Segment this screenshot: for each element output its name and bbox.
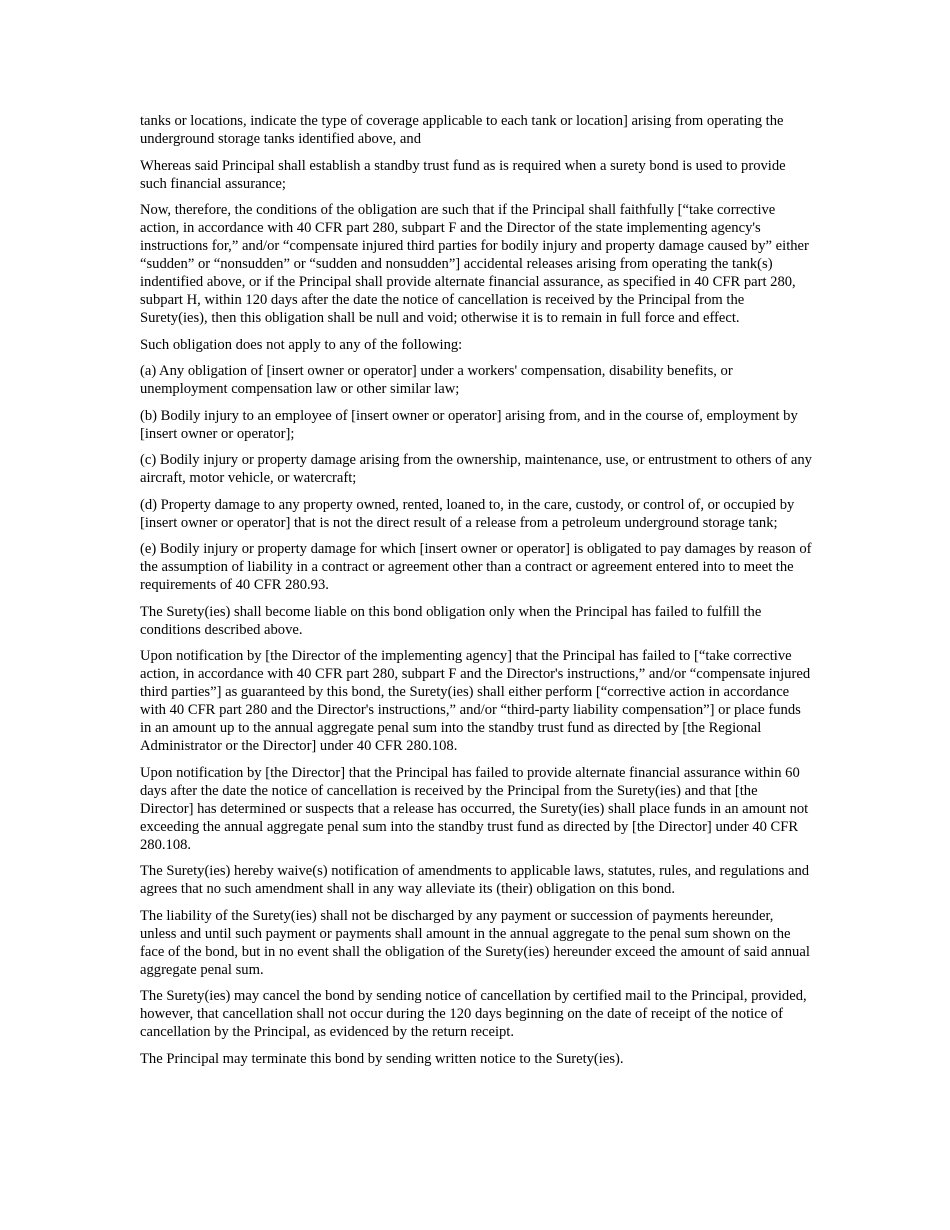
paragraph-notification-director: Upon notification by [the Director] that the Principal has failed to provide alternate financial assurance within 60 days after the date the notice of cancellation is received by the Principal from the Surety(ies) and that [the Director] has determined or suspects that a release has occurred, the Surety(ies) shall place funds in an amount not exceeding the annual aggregate penal sum into the standby trust fund as directed by [the Director] under 40 CFR 280.108.: [140, 764, 809, 853]
paragraph-termination: The Principal may terminate this bond by sending written notice to the Surety(ies).: [140, 1050, 624, 1067]
paragraph-exclusion-a: (a) Any obligation of [insert owner or operator] under a workers' compensation, disability benefits, or unemployment compensation law or other similar law;: [140, 363, 733, 397]
paragraph-exclusion-c: (c) Bodily injury or property damage arising from the ownership, maintenance, use, or entrustment to others of any aircraft, motor vehicle, or watercraft;: [140, 452, 812, 486]
paragraph-standby-trust: Whereas said Principal shall establish a standby trust fund as is required when a surety bond is used to provide such financial assurance;: [140, 157, 786, 192]
paragraph-exclusion-d: (d) Property damage to any property owned, rented, loaned to, in the care, custody, or control of, or occupied by [insert owner or operator] that is not the direct result of a release from a petroleum underground storage tank;: [140, 496, 795, 531]
paragraph-waiver: The Surety(ies) hereby waive(s) notification of amendments to applicable laws, statutes, rules, and regulations and agrees that no such amendment shall in any way alleviate its (their) obligation on this bond.: [140, 863, 810, 897]
paragraph-liability: The liability of the Surety(ies) shall not be discharged by any payment or succession of payments hereunder, unless and until such payment or payments shall amount in the annual aggregate to the penal sum shown on the face of the bond, but in no event shall the obligation of the Surety(ies) hereunder exceed the amount of said annual aggregate penal sum.: [140, 907, 810, 978]
paragraph-exclusion-b: (b) Bodily injury to an employee of [insert owner or operator] arising from, and in the course of, employment by [insert owner or operator];: [140, 407, 798, 442]
paragraph-exclusion-e: (e) Bodily injury or property damage for which [insert owner or operator] is obligated to pay damages by reason of the assumption of liability in a contract or agreement other than a contract or agreement entered into to meet the requirements of 40 CFR 280.93.: [140, 541, 812, 593]
paragraph-continuation: tanks or locations, indicate the type of coverage applicable to each tank or location] arising from operating the underground storage tanks identified above, and: [140, 113, 784, 147]
paragraph-surety-liable: The Surety(ies) shall become liable on this bond obligation only when the Principal has failed to fulfill the conditions described above.: [140, 603, 762, 638]
paragraph-notification-director-agency: Upon notification by [the Director of the implementing agency] that the Principal has failed to [“take corrective action, in accordance with 40 CFR part 280, subpart F and the Director's instructions,” and/or “compensate injured third parties”] as guaranteed by this bond, the Surety(ies) shall either perform [“corrective action in accordance with 40 CFR part 280 and the Director's instructions,” and/or “third-party liability compensation”] or place funds in an amount up to the annual aggregate penal sum into the standby trust fund as directed by [the Regional Administrator or the Director] under 40 CFR 280.108.: [140, 648, 811, 754]
paragraph-cancellation: The Surety(ies) may cancel the bond by sending notice of cancellation by certified mail to the Principal, provided, however, that cancellation shall not occur during the 120 days beginning on the date of receipt of the notice of cancellation by the Principal, as evidenced by the return receipt.: [140, 988, 807, 1040]
paragraph-conditions: Now, therefore, the conditions of the obligation are such that if the Principal shall faithfully [“take corrective action, in accordance with 40 CFR part 280, subpart F and the Director of the state implementing agency's instructions for,” and/or “compensate injured third parties for bodily injury and property damage caused by” either “sudden” or “nonsudden” or “sudden and nonsudden”] accidental releases arising from operating the tank(s) indentified above, or if the Principal shall provide alternate financial assurance, as specified in 40 CFR part 280, subpart H, within 120 days after the date the notice of cancellation is received by the Principal from the Surety(ies), then this obligation shall be null and void; otherwise it is to remain in full force and effect.: [140, 202, 809, 326]
document-page: [140, 112, 812, 1076]
paragraph-exclusions-intro: Such obligation does not apply to any of the following:: [140, 336, 463, 353]
